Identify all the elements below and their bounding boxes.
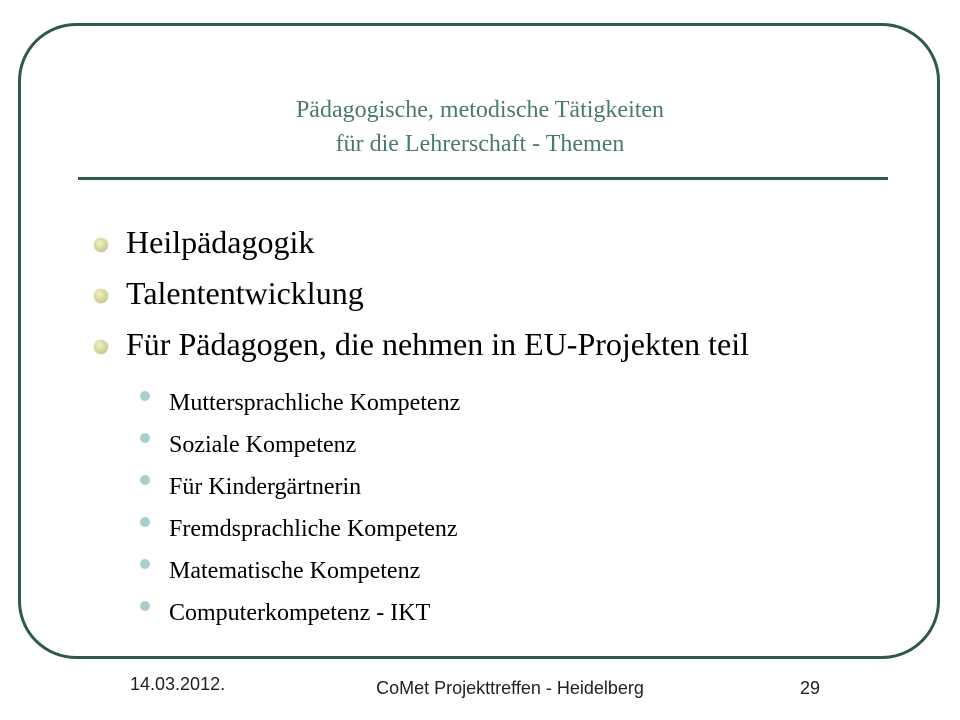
sub-bullet-list bbox=[92, 387, 892, 639]
sub-bullet-text: Computerkompetenz - IKT bbox=[169, 600, 431, 626]
sub-bullet-item bbox=[92, 429, 892, 471]
sub-bullet-text: Fremdsprachliche Kompetenz bbox=[169, 516, 458, 542]
sub-bullet-item bbox=[92, 471, 892, 513]
bullet-dot-icon bbox=[94, 289, 108, 303]
sub-bullet-text: Für Kindergärtnerin bbox=[169, 474, 362, 500]
slide-title-line2: für die Lehrerschaft - Themen bbox=[335, 131, 625, 157]
sub-bullet-text: Matematische Kompetenz bbox=[169, 558, 421, 584]
sub-bullet-text: Muttersprachliche Kompetenz bbox=[169, 390, 461, 416]
bullet-text: Talententwicklung bbox=[126, 275, 364, 311]
sub-bullet-dot-icon bbox=[140, 517, 150, 527]
sub-bullet-dot-icon bbox=[140, 559, 150, 569]
footer-page-number: 29 bbox=[799, 678, 821, 698]
bullet-item bbox=[92, 322, 892, 373]
sub-bullet-item bbox=[92, 555, 892, 597]
bullet-text: Für Pädagogen, die nehmen in EU-Projekten teil bbox=[126, 326, 749, 362]
footer-date: 14.03.2012. bbox=[130, 674, 226, 694]
sub-bullet-dot-icon bbox=[140, 391, 150, 401]
sub-bullet-item bbox=[92, 387, 892, 429]
sub-bullet-item bbox=[92, 513, 892, 555]
slide-title-line1: Pädagogische, metodische Tätigkeiten bbox=[295, 97, 665, 123]
sub-bullet-text: Soziale Kompetenz bbox=[169, 432, 357, 458]
bullet-dot-icon bbox=[94, 238, 108, 252]
title-divider bbox=[78, 177, 888, 180]
bullet-dot-icon bbox=[94, 340, 108, 354]
sub-bullet-dot-icon bbox=[140, 601, 150, 611]
bullet-list bbox=[92, 220, 892, 639]
footer-presentation-title: CoMet Projekttreffen - Heidelberg bbox=[376, 678, 644, 698]
bullet-text: Heilpädagogik bbox=[126, 224, 315, 260]
bullet-item bbox=[92, 271, 892, 322]
sub-bullet-dot-icon bbox=[140, 475, 150, 485]
slide-title bbox=[75, 93, 885, 161]
sub-bullet-item bbox=[92, 597, 892, 639]
sub-bullet-dot-icon bbox=[140, 433, 150, 443]
bullet-item bbox=[92, 220, 892, 271]
